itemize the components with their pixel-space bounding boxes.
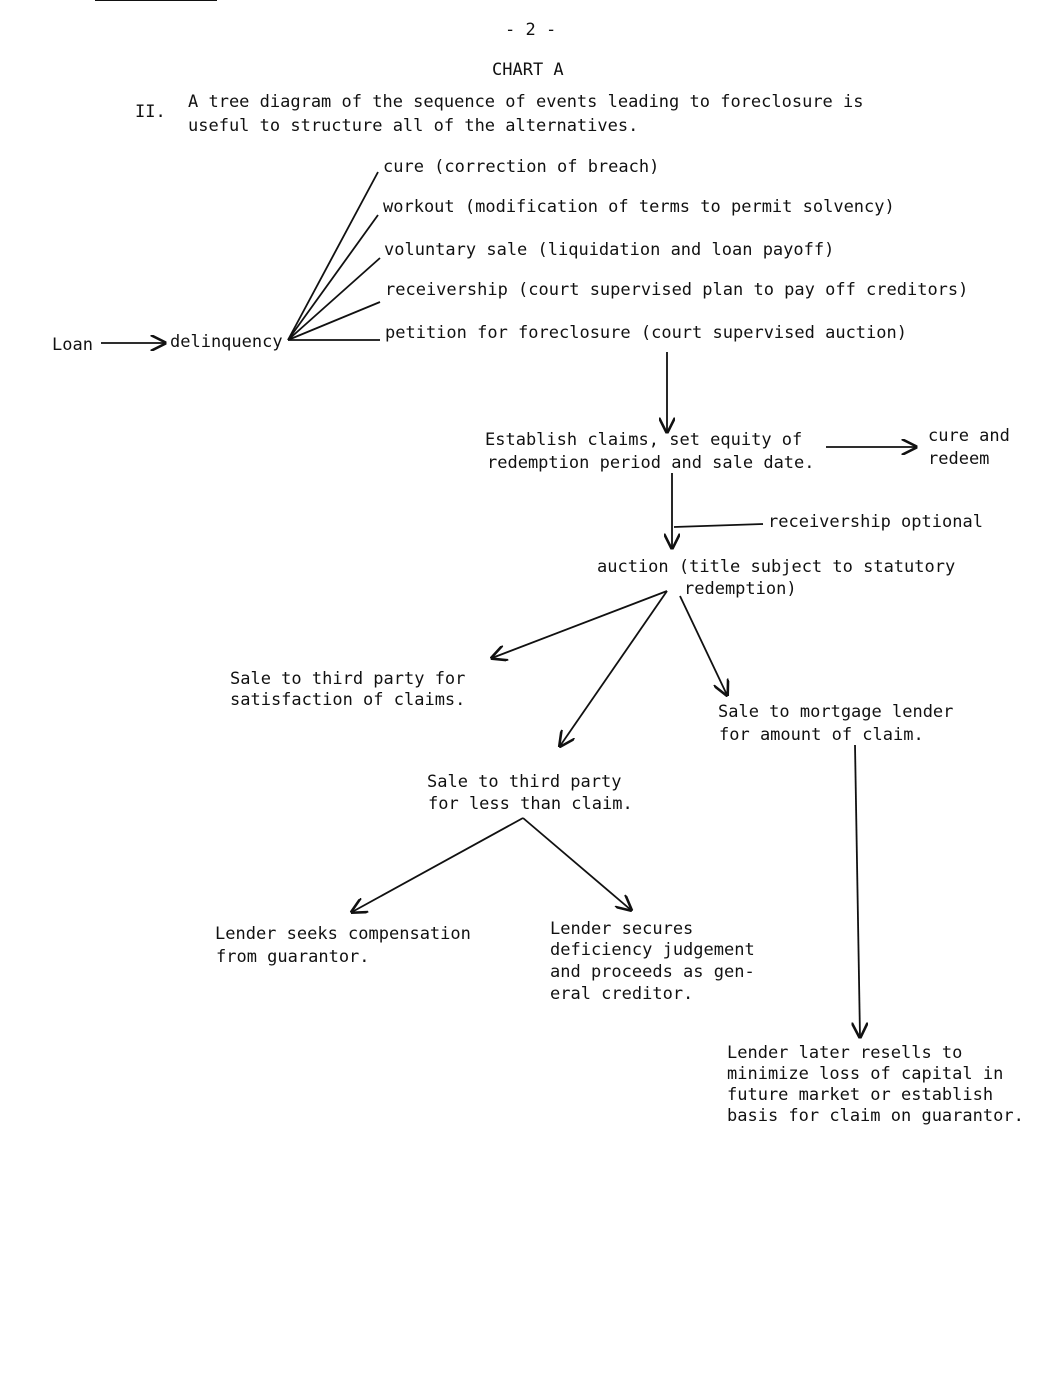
- node-voluntary-sale: voluntary sale (liquidation and loan payoff): [384, 240, 835, 260]
- arrow-auction-to-sale-third-less: [560, 591, 667, 746]
- node-sale-third-less-line-1: Sale to third party: [427, 772, 622, 792]
- node-lender-deficiency-line-1: Lender secures: [550, 919, 694, 939]
- node-receivership: receivership (court supervised plan to pay off creditors): [385, 280, 969, 300]
- node-sale-third-sat-line-1: Sale to third party for: [230, 669, 466, 689]
- node-establish-line-1: Establish claims, set equity of: [485, 430, 803, 450]
- node-sale-mortgage-line-2: for amount of claim.: [719, 725, 924, 745]
- node-delinquency: delinquency: [170, 332, 283, 352]
- node-lender-deficiency-line-4: eral creditor.: [550, 984, 694, 1004]
- page-number: - 2 -: [505, 20, 557, 40]
- intro-line-1: A tree diagram of the sequence of events leading to foreclosure is: [188, 92, 864, 112]
- node-cure-redeem-line-1: cure and: [928, 426, 1010, 446]
- arrow-less-to-lender-deficiency: [523, 818, 631, 910]
- node-lender-resells-line-3: future market or establish: [727, 1085, 994, 1105]
- branch-to-cure: [288, 172, 378, 340]
- node-workout: workout (modification of terms to permit solvency): [383, 197, 895, 217]
- node-petition: petition for foreclosure (court supervised auction): [385, 323, 907, 343]
- node-auction-line-2: redemption): [684, 579, 797, 599]
- node-sale-third-sat-line-2: satisfaction of claims.: [230, 690, 466, 710]
- node-lender-deficiency-line-2: deficiency judgement: [550, 940, 755, 960]
- node-cure-redeem-line-2: redeem: [928, 449, 990, 469]
- node-cure: cure (correction of breach): [383, 157, 660, 177]
- receivership-optional-connector: [674, 524, 763, 527]
- intro-number: II.: [135, 102, 166, 122]
- branch-to-voluntary-sale: [288, 258, 380, 340]
- arrow-less-to-lender-guarantor: [352, 818, 523, 912]
- node-establish-line-2: redemption period and sale date.: [487, 453, 815, 473]
- chart-title: CHART A: [492, 60, 564, 80]
- intro-line-2: useful to structure all of the alternatives.: [188, 116, 639, 136]
- node-sale-third-less-line-2: for less than claim.: [428, 794, 633, 814]
- node-lender-guarantor-line-1: Lender seeks compensation: [215, 924, 471, 944]
- node-lender-deficiency-line-3: and proceeds as gen-: [550, 962, 755, 982]
- arrow-mortgage-to-lender-resells: [855, 745, 860, 1037]
- node-lender-resells-line-2: minimize loss of capital in: [727, 1064, 1004, 1084]
- node-lender-resells-line-1: Lender later resells to: [727, 1043, 963, 1063]
- node-auction-line-1: auction (title subject to statutory: [597, 557, 956, 577]
- node-lender-resells-line-4: basis for claim on guarantor.: [727, 1106, 1024, 1126]
- node-lender-guarantor-line-2: from guarantor.: [216, 947, 370, 967]
- arrow-auction-to-sale-mortgage: [680, 596, 727, 695]
- node-receivership-optional: receivership optional: [768, 512, 983, 532]
- node-sale-mortgage-line-1: Sale to mortgage lender: [718, 702, 954, 722]
- arrow-auction-to-sale-third-sat: [492, 591, 667, 658]
- node-loan: Loan: [52, 335, 93, 355]
